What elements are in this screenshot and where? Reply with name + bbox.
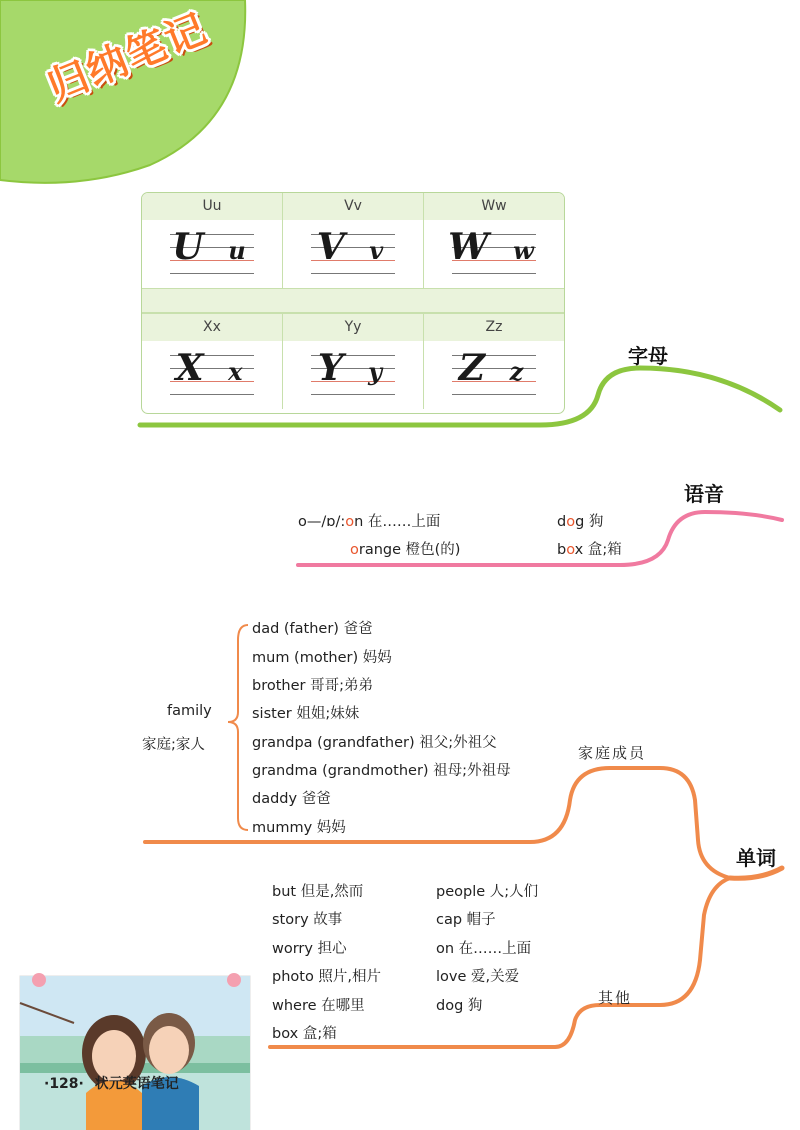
- letter-writing-cell: [142, 220, 283, 288]
- uppercase-letter: U: [172, 226, 210, 268]
- other-word: cap 帽子: [436, 912, 496, 928]
- other-word: worry 担心: [272, 941, 347, 957]
- letter-writing-cell: [424, 341, 564, 409]
- family-item: brother 哥哥;弟弟: [252, 678, 373, 694]
- family-item: dad (father) 爸爸: [252, 621, 373, 637]
- letter-label: Uu: [142, 193, 283, 220]
- phonics-word-post: x 盒;箱: [574, 542, 622, 558]
- family-item: daddy 爸爸: [252, 791, 331, 807]
- other-word: where 在哪里: [272, 998, 365, 1014]
- phonics-word-pre: b: [557, 542, 567, 558]
- letter-label: Ww: [481, 198, 507, 214]
- phonics-highlight: o: [350, 542, 359, 558]
- other-word: dog 狗: [436, 998, 483, 1014]
- phonics-rule: [298, 510, 440, 531]
- branch-phonics-label: 语音: [684, 482, 724, 506]
- letter-writing-cell: [283, 341, 424, 409]
- other-word: box 盒;箱: [272, 1026, 337, 1042]
- letters-table: [141, 192, 565, 414]
- page-title: 归纳笔记: [41, 5, 215, 111]
- other-word: photo 照片,相片: [272, 969, 382, 985]
- uppercase-letter: Z: [458, 347, 492, 389]
- letters-writing-row-1: [142, 220, 564, 288]
- lowercase-letter: u: [228, 236, 252, 265]
- letter-writing-cell: [424, 220, 564, 288]
- family-illustration: [14, 968, 259, 1130]
- phonics-highlight: o: [566, 514, 576, 530]
- phonics-word-orange: [350, 538, 460, 559]
- table-divider: [142, 288, 564, 313]
- letters-writing-row-2: [142, 341, 564, 409]
- phonics-word-dog: [557, 510, 603, 531]
- lowercase-letter: v: [369, 236, 390, 265]
- other-word: people 人;人们: [436, 884, 539, 900]
- other-word: but 但是,然而: [272, 884, 364, 900]
- branch-words-label: 单词: [736, 846, 776, 870]
- other-word: on 在……上面: [436, 941, 532, 957]
- family-heading-cn: 家庭;家人: [142, 737, 205, 753]
- other-word: story 故事: [272, 912, 343, 928]
- letter-writing-cell: [283, 220, 424, 288]
- uppercase-letter: Y: [317, 347, 350, 389]
- other-word: love 爱,关爱: [436, 969, 520, 985]
- family-item: sister 姐姐;妹妹: [252, 706, 360, 722]
- letter-label: Xx: [142, 314, 283, 341]
- family-item: grandpa (grandfather) 祖父;外祖父: [252, 735, 497, 751]
- letter-label: Yy: [283, 314, 424, 341]
- uppercase-letter: X: [175, 347, 210, 389]
- page-number: ·128·: [44, 1076, 84, 1092]
- phonics-highlight: o: [345, 514, 355, 530]
- uppercase-letter: V: [316, 226, 351, 268]
- lowercase-letter: w: [513, 236, 540, 265]
- family-item: mum (mother) 妈妈: [252, 650, 392, 666]
- phonics-rule-prefix: o—/ɒ/:: [298, 514, 346, 530]
- phonics-word-pre: d: [557, 514, 567, 530]
- footer: [44, 1073, 179, 1093]
- branch-letters-label: 字母: [628, 344, 668, 368]
- branch-others-label: 其他: [598, 989, 633, 1007]
- letter-label: Vv: [283, 193, 424, 220]
- letter-writing-cell: [142, 341, 283, 409]
- lowercase-letter: x: [228, 357, 249, 386]
- book-title: 状元英语笔记: [94, 1076, 179, 1092]
- lowercase-letter: z: [509, 357, 530, 386]
- uppercase-letter: W: [448, 226, 495, 268]
- family-heading-en: family: [167, 703, 212, 719]
- branch-family-label: 家庭成员: [578, 744, 647, 762]
- phonics-highlight: o: [566, 542, 575, 558]
- lowercase-letter: y: [368, 357, 389, 386]
- family-item: mummy 妈妈: [252, 820, 346, 836]
- phonics-word-rest: range 橙色(的): [358, 542, 461, 558]
- phonics-word-post: g 狗: [575, 514, 604, 530]
- phonics-word-box: [557, 538, 622, 559]
- phonics-word-rest: n 在……上面: [354, 514, 441, 530]
- letters-header-row-2: [142, 313, 564, 341]
- family-item: grandma (grandmother) 祖母;外祖母: [252, 763, 511, 779]
- letters-header-row-1: [142, 193, 564, 220]
- letter-label: Zz: [485, 319, 503, 335]
